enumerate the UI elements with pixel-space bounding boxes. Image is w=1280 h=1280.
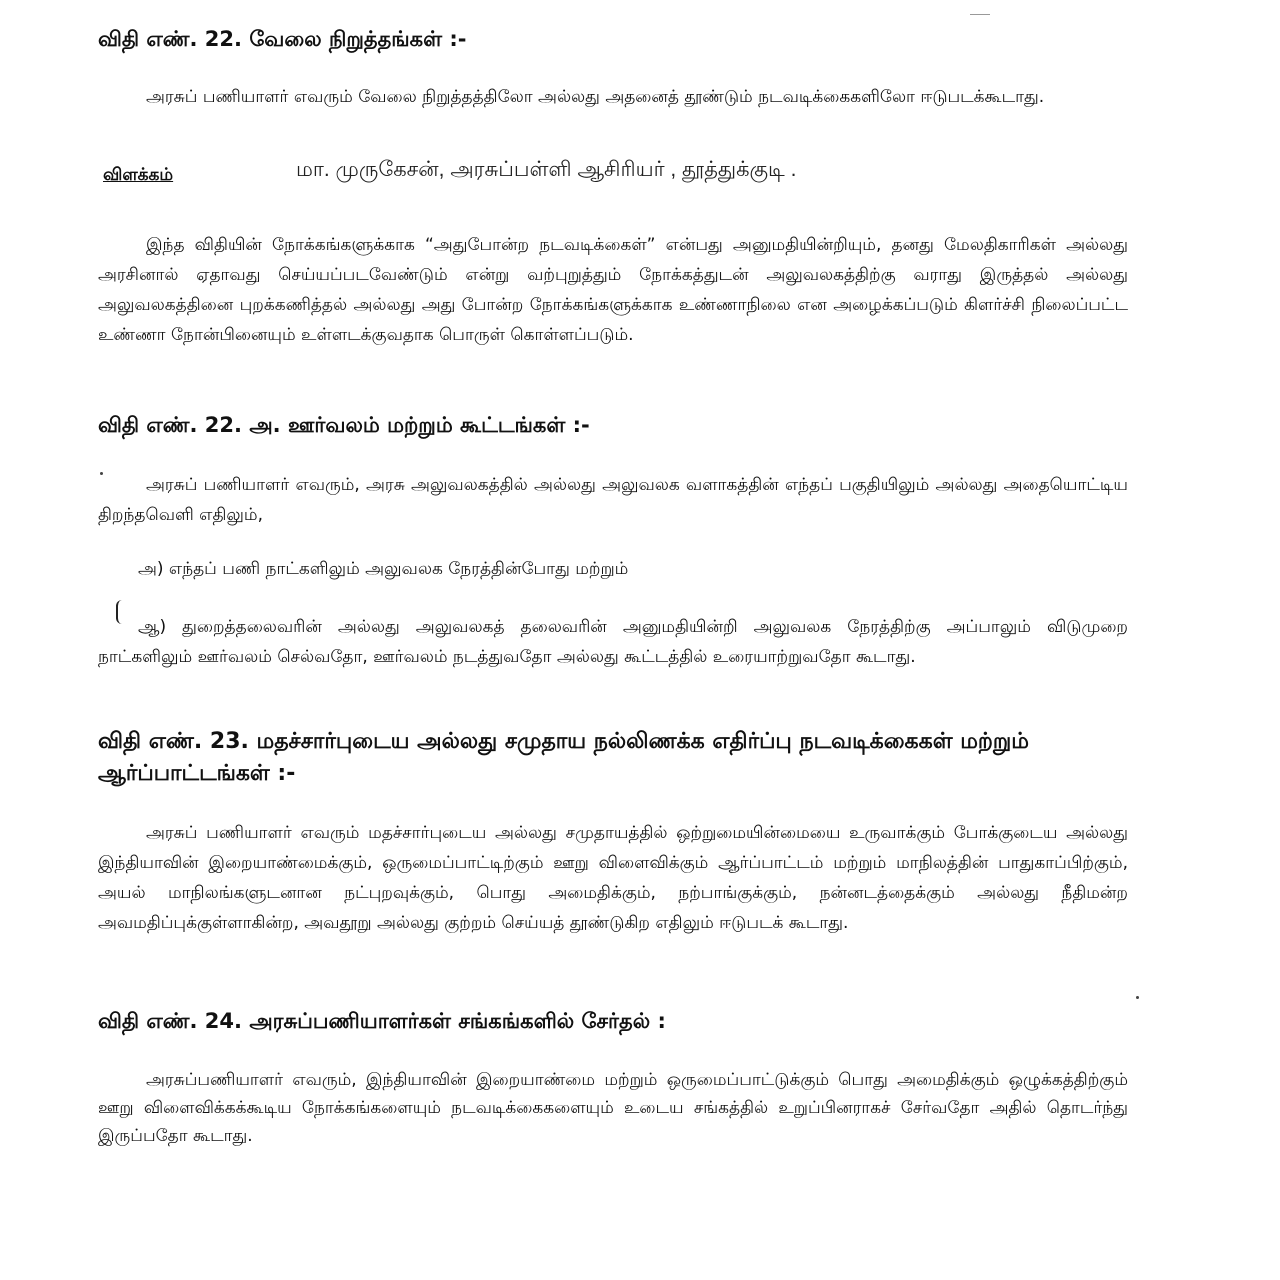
scan-speck: [970, 14, 990, 15]
author-watermark: மா. முருகேசன், அரசுப்பள்ளி ஆசிரியர் , தூத்துக்குடி .: [296, 158, 797, 181]
scan-speck: [1136, 996, 1139, 999]
rule-23-body: அரசுப் பணியாளர் எவரும் மதச்சார்புடைய அல்லது சமுதாயத்தில் ஒற்றுமையின்மையை உருவாக்கும் போக்குடைய அல்லது இந்தியாவின் இறையாண்மைக்கும், ஒருமைப்பாட்டிற்கும் ஊறு விளைவிக்கும் ஆர்ப்பாட்டம் மற்றும் மாநிலத்தின் பாதுகாப்பிற்கும், அயல் மாநிலங்களுடனான நட்புறவுக்கும், பொது அமைதிக்கும், நற்பாங்குக்கும், நன்னடத்தைக்கும் அல்லது நீதிமன்ற அவமதிப்புக்குள்ளாகின்ற, அவதூறு அல்லது குற்றம் செய்யத் தூண்டுகிற எதிலும் ஈடுபடக் கூடாது.: [98, 823, 1128, 933]
rule-22a-item-b: ஆ) துறைத்தலைவரின் அல்லது அலுவலகத் தலைவரின் அனுமதியின்றி அலுவலக நேரத்திற்கு அப்பாலும் விடுமுறை நாட்களிலும் ஊர்வலம் செல்வதோ, ஊர்வலம் நடத்துவதோ அல்லது கூட்டத்தில் உரையாற்றுவதோ கூடாது.: [98, 617, 1128, 667]
rule-22a-item-a: அ) எந்தப் பணி நாட்களிலும் அலுவலக நேரத்தின்போது மற்றும்: [138, 559, 629, 579]
rule-24-heading: விதி எண். 24. அரசுப்பணியாளர்கள் சங்கங்களில் சேர்தல் :: [98, 1009, 666, 1033]
scan-speck: [100, 472, 103, 475]
explanation-body: இந்த விதியின் நோக்கங்களுக்காக “அதுபோன்ற நடவடிக்கைள்” என்பது அனுமதியின்றியும், தனது மேலதிகாரிகள் அல்லது அரசினால் ஏதாவது செய்யப்படவேண்டும் என்று வற்புறுத்தும் நோக்கத்துடன் அலுவலகத்திற்கு வராது இருத்தல் அல்லது அலுவலகத்தினை புறக்கணித்தல் அல்லது அது போன்ற நோக்கங்களுக்காக உண்ணாநிலை என அழைக்கப்படும் கிளர்ச்சி நிலைப்பட்ட உண்ணா நோன்பினையும் உள்ளடக்குவதாக பொருள் கொள்ளப்படும்.: [98, 235, 1128, 345]
rule-22a-heading: விதி எண். 22. அ. ஊர்வலம் மற்றும் கூட்டங்கள் :-: [98, 413, 590, 437]
explanation-label: விளக்கம்: [103, 165, 174, 185]
rule-24-body: அரசுப்பணியாளர் எவரும், இந்தியாவின் இறையாண்மை மற்றும் ஒருமைப்பாட்டுக்கும் பொது அமைதிக்கும் ஒழுக்கத்திற்கும் ஊறு விளைவிக்கக்கூடிய நோக்கங்களையும் நடவடிக்கைகளையும் உடைய சங்கத்தில் உறுப்பினராகச் சேர்வதோ அதில் தொடர்ந்து இருப்பதோ கூடாது.: [98, 1070, 1128, 1146]
rule-22-heading: விதி எண். 22. வேலை நிறுத்தங்கள் :-: [98, 27, 467, 51]
rule-23-heading: விதி எண். 23. மதச்சார்புடைய அல்லது சமுதாய நல்லிணக்க எதிர்ப்பு நடவடிக்கைகள் மற்றும் ஆர்ப்பாட்டங்கள் :-: [98, 729, 1029, 786]
rule-22-body: அரசுப் பணியாளர் எவரும் வேலை நிறுத்தத்திலோ அல்லது அதனைத் தூண்டும் நடவடிக்கைகளிலோ ஈடுபடக்கூடாது.: [146, 87, 1045, 107]
rule-22a-body: அரசுப் பணியாளர் எவரும், அரசு அலுவலகத்தில் அல்லது அலுவலக வளாகத்தின் எந்தப் பகுதியிலும் அல்லது அதையொட்டிய திறந்தவெளி எதிலும்,: [98, 475, 1128, 525]
